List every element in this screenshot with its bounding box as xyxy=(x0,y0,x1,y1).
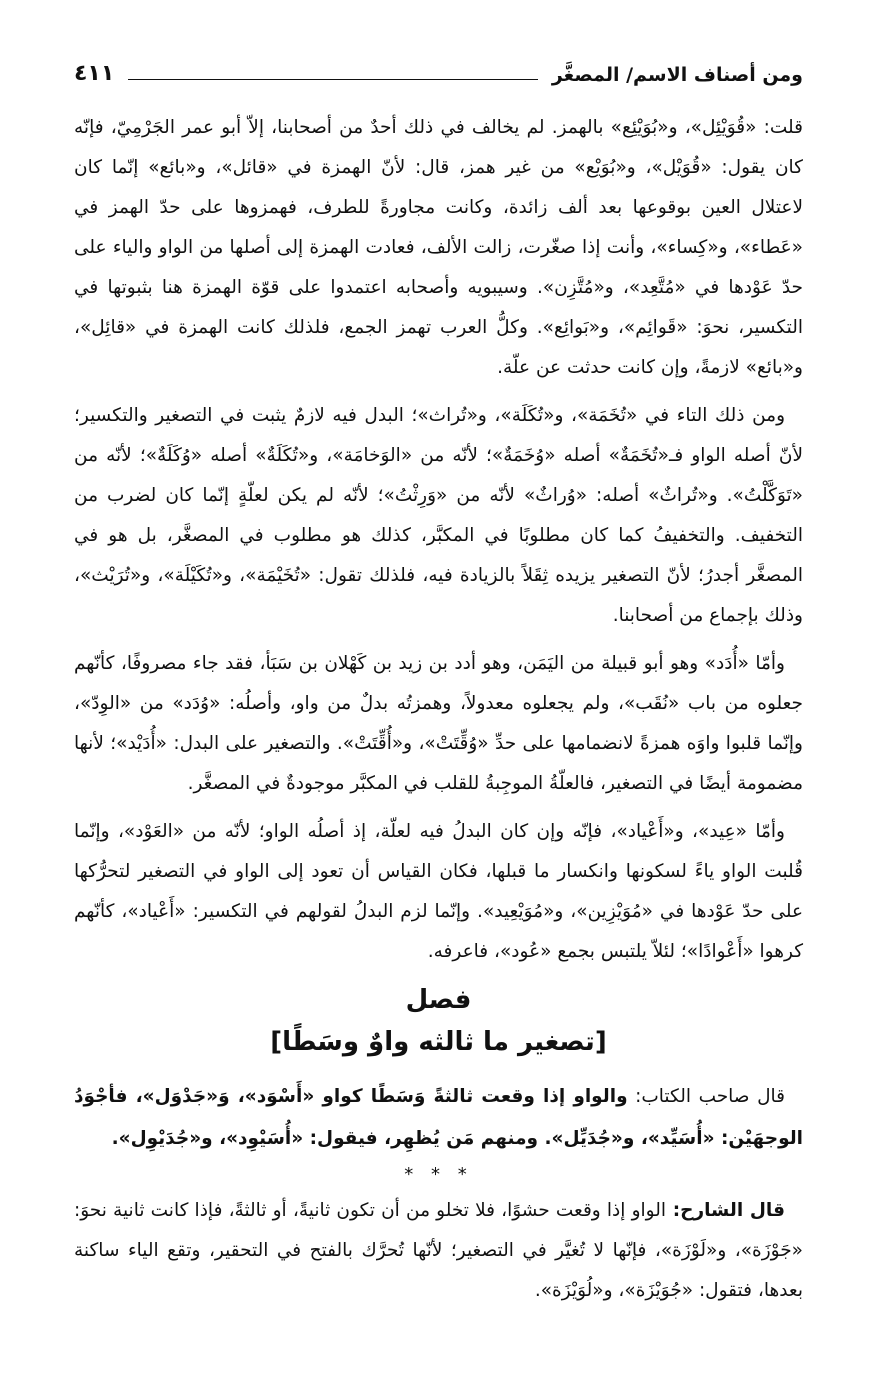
separator-asterisks: * * * xyxy=(404,1164,473,1185)
header-rule xyxy=(128,79,538,80)
page-number: ٤١١ xyxy=(74,61,115,86)
sharh-text: الواو إذا وقعت حشوًا، فلا تخلو من أن تكون ثانيةً، أو ثالثةً، فإذا كانت ثانية نحوَ: «جَوْزَة»، و«لَوْزَة»، فإنّها لا تُغيَّر في التصغير؛ لأنّها تُحرَّك بالفتح في التحقير، وتقع الياء ساكنة بعدها، فتقول: «جُوَيْزَة»، و«لُوَيْزَة». xyxy=(74,1200,803,1301)
section-title: فصل xyxy=(405,985,472,1015)
paragraph-4: وأمّا «عِيد»، و«أَعْياد»، فإنّه وإن كان البدلُ فيه لعلّة، إذ أصلُه الواو؛ لأنّه من «العَوْد»، وإنّما قُلبت الواو ياءً لسكونها وانكسار ما قبلها، فكان القياس أن تعود إلى الواو في التصغير لتحرُّكها على حدّ عَوْدها في «مُوَيْزِين»، و«مُوَيْعِيد». وإنّما لزم البدلُ لقولهم في التكسير: «أَعْياد»، كأنّهم كرهوا «أَعْوادًا»؛ لئلاّ يلتبس بجمع «عُود»، فاعرفه. xyxy=(74,821,803,962)
running-head xyxy=(74,52,803,86)
paragraph-3: وأمّا «أُدَد» وهو أبو قبيلة من اليَمَن، وهو أدد بن زيد بن كَهْلان بن سَبَأ، فقد جاء مصروفًا، كأنّهم جعلوه من باب «نُقَب»، ولم يجعلوه معدولاً، وهمزتُه بدلٌ من واو، وأصلُه: «وُدَد» من «الوِدّ»، وإنّما قلبوا واوَه همزةً لانضمامها على حدِّ «وُقِّتَتْ»، و«أُقِّتَتْ». والتصغير على البدل: «أُدَيْد»؛ لأنها مضمومة أيضًا في التصغير، فالعلّةُ الموجِبةُ للقلب في المكبَّر موجودةٌ في المصغَّر. xyxy=(74,653,803,794)
paragraph-1: قلت: «قُوَيْئِل»، و«بُوَيْئِع» بالهمز. لم يخالف في ذلك أحدٌ من أصحابنا، إلاّ أبو عمر الجَرْمِيّ، فإنّه كان يقول: «قُوَيْل»، و«بُوَيْع» من غير همز، قال: لأنّ الهمزة في «قائل»، و«بائع» إنّما كان لاعتلال العين بوقوعها بعد ألف زائدة، وكانت مجاورةً للطرف، فهمزوها على حدّ الهمز في «عَطاء»، و«كِساء»، وأنت إذا صغّرت، زالت الألف، فعادت الهمزة إلى أصلها من الواو والياء على حدّ عَوْدها في «مُتَّعِد»، و«مُتَّزِن». وسيبويه وأصحابه اعتمدوا على قوّة الهمزة هنا بثبوتها في التكسير، نحوَ: «قَوائِم»، و«بَوائِع». وكلُّ العرب تهمز الجمع، فلذلك كانت الهمزة في «قائِل»، و«بائع» لازمةً، وإن كانت حدثت عن علّة. xyxy=(74,117,803,378)
matn-paragraph xyxy=(74,1076,803,1160)
matn-text: والواو إذا وقعت ثالثةً وَسَطًا كواو «أَسْوَد»، وَ«جَدْوَل»، فأجْوَدُ الوجهَيْن: «أُسَيِّد»، و«جُدَيِّل». ومنهم مَن يُظهِر، فيقول: «أُسَيْوِد»، و«جُدَيْوِل». xyxy=(74,1086,803,1149)
sharh-paragraph xyxy=(74,1191,803,1311)
sharh-label: قال الشارح: xyxy=(666,1200,785,1221)
paragraph-2: ومن ذلك التاء في «تُخَمَة»، و«تُكَلَة»، و«تُراث»؛ البدل فيه لازمٌ يثبت في التصغير والتكسير؛ لأنّ أصله الواو فـ«تُخَمَةٌ» أصله «وُخَمَةٌ»؛ لأنّه من «الوَخامَة»، و«تُكَلَةٌ» أصله «وُكَلَةٌ»؛ لأنّه من «تَوَكَّلْتُ». و«تُراثٌ» أصله: «وُراثٌ» لأنّه من «وَرِثْتُ»؛ لأنّه لم يكن لعلّةٍ إنّما كان لضرب من التخفيف. والتخفيفُ كما كان مطلوبًا في المكبَّر، كذلك هو مطلوب في المصغَّر، بل هو في المصغَّر أجدرُ؛ لأنّ التصغير يزيده ثِقَلاً بالزيادة فيه، فلذلك تقول: «تُخَيْمَة»، و«تُكَيْلَة»، و«تُرَيْث»، وذلك بإجماع من أصحابنا. xyxy=(74,405,803,626)
running-head-title: ومن أصناف الاسم/ المصغَّر xyxy=(551,64,803,86)
matn-intro: قال صاحب الكتاب: xyxy=(627,1086,786,1107)
section-subtitle: [تصغير ما ثالثه واوٌ وسَطًا] xyxy=(270,1027,607,1057)
